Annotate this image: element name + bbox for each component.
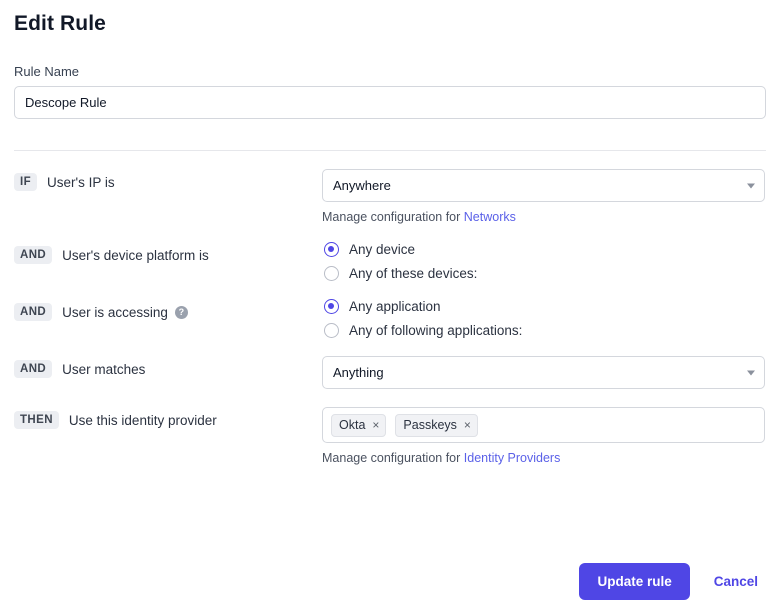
close-icon[interactable]: × [372,418,380,432]
networks-helper-prefix: Manage configuration for [322,210,464,224]
tag-okta[interactable] [331,414,386,437]
device-options-group [322,242,766,281]
radio-icon-specific-applications[interactable] [324,323,339,338]
application-options-group [322,299,766,338]
device-option-any-label: Any device [349,242,416,257]
condition-row-ip [14,151,766,224]
tag-passkeys[interactable] [395,414,478,437]
identity-providers-link[interactable]: Identity Providers [463,451,561,465]
device-option-any[interactable] [322,242,766,257]
ip-scope-select[interactable] [322,169,765,202]
condition-chip-and-user-matches: AND [14,360,52,378]
conditions-list [14,151,766,465]
condition-row-ip-left [14,169,322,191]
chevron-down-icon [747,370,755,375]
condition-row-user-matches [14,338,766,389]
condition-row-user-matches-left [14,356,322,378]
condition-row-user-matches-right [322,356,766,389]
close-icon[interactable]: × [463,418,471,432]
action-chip-then: THEN [14,411,59,429]
condition-label-user-matches: User matches [62,361,146,377]
condition-row-accessing-left [14,299,322,321]
networks-helper-text [322,210,766,224]
user-matches-select-value: Anything [333,365,384,380]
identity-providers-helper-text [322,451,766,465]
condition-row-accessing [14,281,766,338]
dialog-footer [579,563,766,600]
identity-provider-tag-input[interactable] [322,407,765,443]
tag-okta-label: Okta [339,418,366,432]
networks-link[interactable]: Networks [463,210,516,224]
application-option-any-label: Any application [349,299,441,314]
device-option-specific[interactable] [322,266,766,281]
action-row-identity-provider [14,389,766,465]
radio-icon-any-application[interactable] [324,299,339,314]
application-option-specific[interactable] [322,323,766,338]
device-option-specific-label: Any of these devices: [349,266,478,281]
rule-name-label: Rule Name [14,64,80,79]
radio-icon-any-device[interactable] [324,242,339,257]
chevron-down-icon [747,183,755,188]
condition-label-accessing: User is accessing [62,304,168,320]
condition-chip-and-accessing: AND [14,303,52,321]
ip-scope-select-value: Anywhere [333,178,391,193]
application-option-specific-label: Any of following applications: [349,323,523,338]
cancel-button[interactable]: Cancel [706,568,766,595]
condition-row-device-left [14,242,322,264]
update-rule-button[interactable]: Update rule [579,563,689,600]
condition-label-device: User's device platform is [62,247,209,263]
user-matches-select[interactable] [322,356,765,389]
condition-row-ip-right [322,169,766,224]
action-label-identity-provider: Use this identity provider [68,412,217,428]
condition-row-device [14,224,766,281]
application-option-any[interactable] [322,299,766,314]
page-title: Edit Rule [14,12,106,35]
radio-icon-specific-devices[interactable] [324,266,339,281]
rule-name-input[interactable] [14,86,766,119]
action-row-identity-provider-left [14,407,322,429]
help-icon[interactable]: ? [175,306,188,319]
action-row-identity-provider-right [322,407,766,465]
condition-chip-if: IF [14,173,37,191]
identity-providers-helper-prefix: Manage configuration for [322,451,464,465]
tag-passkeys-label: Passkeys [403,418,457,432]
condition-label-ip: User's IP is [47,174,115,190]
condition-chip-and-device: AND [14,246,52,264]
